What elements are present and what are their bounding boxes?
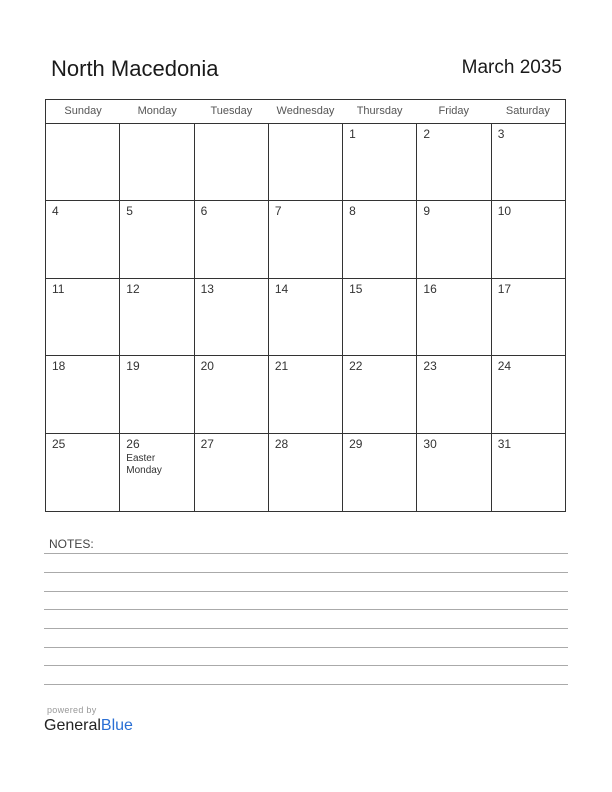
day-number: 3 — [497, 127, 505, 141]
note-line — [44, 647, 568, 648]
day-cell — [268, 356, 342, 432]
day-number: 23 — [423, 359, 437, 374]
day-cell — [268, 124, 342, 200]
day-number: 8 — [349, 204, 356, 219]
day-number: 21 — [274, 359, 289, 374]
day-number: 15 — [349, 281, 363, 296]
day-cell — [342, 434, 416, 511]
day-cell — [342, 124, 416, 200]
day-cell — [268, 279, 342, 355]
day-cell — [491, 201, 565, 277]
day-number: 19 — [126, 359, 140, 374]
day-number: 28 — [274, 436, 289, 451]
day-cell — [46, 434, 119, 511]
day-number: 6 — [200, 204, 208, 219]
note-line — [44, 553, 568, 554]
day-cell — [342, 201, 416, 277]
day-cell — [46, 124, 119, 200]
note-line — [44, 572, 568, 573]
day-cell — [194, 201, 268, 277]
day-cell — [268, 201, 342, 277]
day-cell — [119, 201, 193, 277]
brand-general-text: General — [44, 717, 101, 734]
day-number: 25 — [52, 436, 66, 451]
day-cell — [194, 279, 268, 355]
generalblue-logo — [44, 717, 133, 735]
day-number: 31 — [497, 436, 512, 451]
weekday-header: Thursday — [356, 105, 403, 117]
day-cell — [416, 434, 490, 511]
day-cell — [342, 356, 416, 432]
day-cell — [46, 279, 119, 355]
day-cell — [46, 201, 119, 277]
day-number: 17 — [497, 281, 512, 296]
day-number: 13 — [200, 281, 214, 296]
weekday-header-row — [46, 100, 565, 124]
weekday-header: Saturday — [505, 105, 550, 117]
day-cell — [194, 434, 268, 511]
day-cell — [194, 356, 268, 432]
week-row — [46, 356, 565, 433]
weekday-header: Tuesday — [210, 105, 253, 117]
day-number: 26 — [126, 436, 140, 451]
day-number: 20 — [200, 359, 214, 374]
day-cell — [194, 124, 268, 200]
day-cell — [119, 124, 193, 200]
day-number: 5 — [126, 204, 133, 219]
day-cell — [491, 124, 565, 200]
country-title: North Macedonia — [51, 56, 219, 81]
day-number: 11 — [52, 281, 65, 296]
day-number: 24 — [497, 359, 512, 374]
day-number: 9 — [423, 204, 431, 219]
day-cell — [342, 279, 416, 355]
day-number: 10 — [497, 204, 512, 219]
day-cell — [119, 356, 193, 432]
day-cell — [491, 356, 565, 432]
day-number: 27 — [200, 436, 214, 451]
weekday-header: Wednesday — [276, 105, 335, 117]
day-number: 30 — [423, 436, 437, 451]
day-number: 4 — [52, 204, 59, 219]
week-row — [46, 279, 565, 356]
note-line — [44, 684, 568, 685]
day-cell — [119, 279, 193, 355]
note-line — [44, 591, 568, 592]
month-title: March 2035 — [461, 57, 562, 78]
day-number: 14 — [274, 281, 289, 296]
weekday-header: Sunday — [64, 105, 102, 117]
weekday-header: Friday — [438, 105, 470, 117]
day-cell — [46, 356, 119, 432]
day-cell — [416, 356, 490, 432]
brand-blue-text: Blue — [100, 717, 133, 734]
note-line — [44, 609, 568, 610]
note-line — [44, 665, 568, 666]
calendar-grid — [45, 99, 566, 512]
day-cell — [491, 279, 565, 355]
holiday-label: Easter Monday — [126, 452, 162, 476]
day-cell — [416, 201, 490, 277]
day-cell — [416, 124, 490, 200]
weekday-header: Monday — [137, 105, 177, 117]
day-number: 7 — [274, 204, 282, 219]
day-cell — [491, 434, 565, 511]
notes-label: NOTES: — [49, 537, 94, 551]
day-number: 1 — [349, 127, 356, 141]
day-cell — [268, 434, 342, 511]
day-number: 2 — [423, 127, 431, 141]
day-cell — [119, 434, 193, 511]
day-number: 22 — [349, 359, 363, 374]
powered-by-text: powered by — [47, 705, 97, 715]
day-number: 16 — [423, 281, 437, 296]
week-row — [46, 124, 565, 201]
day-number: 29 — [349, 436, 363, 451]
note-line — [44, 628, 568, 629]
day-number: 18 — [52, 359, 66, 374]
day-cell — [416, 279, 490, 355]
week-row — [46, 201, 565, 278]
day-number: 12 — [126, 281, 140, 296]
week-row — [46, 434, 565, 511]
